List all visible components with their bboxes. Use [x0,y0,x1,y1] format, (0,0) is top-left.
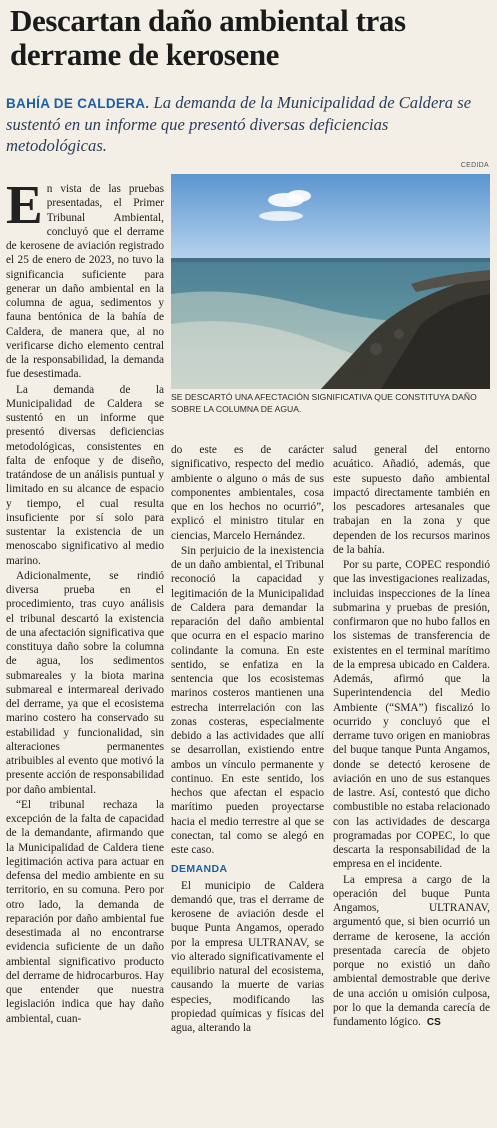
paragraph: El municipio de Caldera demandó que, tras el derrame de kerosene de aviación desde el buque Punta Angamos, operado por la empresa ULTRANAV, se vio alterado significativamente el equilibrio natural del ecosistema, causando la muerte de varias especies, modificando las propiedad químicas y físicas del agua, alterando la [171,879,324,1034]
paragraph: Sin perjuicio de la inexistencia de un daño ambiental, el Tribunal reconoció la capacidad y legitimación de la Municipalidad de Caldera para demandar la reparación del daño ambiental que ocurra en el espacio marino colindante la comuna. En este sentido, se enfatiza en la sentencia que los ecosistemas marinos costeros mantienen una estrecha interrelación con las zonas costeras, especialmente debido a las actividades que allí se desarrollan, existiendo entre ambos un vínculo permanente y continuo. En este sentido, los hechos que afectan el espacio marítimo pueden proyectarse hacia el medio terrestre al que se conectan, tal como se alegó en este caso. [171,544,324,856]
paragraph: “El tribunal rechaza la excepción de la falta de capacidad de la demandante, afirmando que la Municipalidad de Caldera tiene legitimación activa para actuar en defensa del medio ambiente en su territorio, en su comuna. Pero por otro lado, la demanda de reparación por daño ambiental fue desestimada al no encontrarse evidencia suficiente de un daño ambiental significativo producto del derrame de hidrocarburos. Hay que entender que nuestra legislación indica que hay daño ambiental, cuan- [6,798,164,1025]
lead-paragraph [6,92,492,156]
kicker: BAHÍA DE CALDERA. [6,96,150,111]
column-2 [171,443,324,1035]
section-subhead: DEMANDA [171,863,228,876]
paragraph-text: n vista de las pruebas presentadas, el Primer Tribunal Ambiental, concluyó que el derrame de kerosene de aviación registrado el 25 de enero de 2023, no tuvo la significancia suficiente para generar un daño ambiental en la columna de agua, sedimentos y fauna bentónica de la bahía de Caldera, de manera que, al no verificarse dicho elemento central de la responsabilidad, la demanda fue desestimada. [6,183,164,381]
paragraph: salud general del entorno acuático. Añadió, además, que este supuesto daño ambiental impactó directamente también en los pescadores artesanales que trabajan en la zona y que dependen de los recursos marinos de la bahía. [333,444,490,556]
photo-credit: CEDIDA [460,162,489,169]
paragraph-text: La empresa a cargo de la operación del buque Punta Angamos, ULTRANAV, argumentó que, si bien ocurrió un derrame de kerosene, la acción presentada carecía de objeto porque no existió un daño ambiental demostrable que derive de una acción u omisión culposa, por lo que la demanda carecía de fundamento lógico. [333,873,490,1028]
end-mark: CS [426,1017,441,1028]
paragraph: Por su parte, COPEC respondió que las investigaciones realizadas, incluidas inspecciones de la línea submarina y pruebas de presión, confirmaron que no hubo fallos en los sistemas de transferencia de existentes en el terminal marítimo de la empresa ubicado en Caldera. Además, afirmó que la Superintendencia del Medio Ambiente (“SMA”) fiscalizó lo ocurrido y concluyó que el derrame tuvo origen en maniobras del buque tanque Punta Angamos, donde se detectó kerosene de aviación en uno de sus estanques de lastre. Así, contestó que dicho combustible no estaba relacionado con las actividades de descarga programadas por COPEC, lo que descarta la responsabilidad de la empresa en el incidente. [333,559,490,871]
dropcap: E [6,174,43,235]
paragraph [6,174,164,382]
paragraph: La demanda de la Municipalidad de Caldera se sustentó en un informe que presentó diversas deficiencias metodológicas, consistentes en falta de enfoque y de diseño, tratándose de un análisis puntual y limitado en su alcance de espacio y tiempo, el cual resulta insuficiente por sí solo para sustentar la existencia de un menoscabo significativo al medio marino. [6,383,164,567]
lead-text: La demanda de la Municipalidad de Caldera se sustentó en un informe que presentó diversas deficiencias metodológicas. [6,93,472,155]
photo-caption: SE DESCARTÓ UNA AFECTACIÓN SIGNIFICATIVA QUE CONSTITUYA DAÑO SOBRE LA COLUMNA DE AGUA. [171,392,477,414]
coast-photo [171,174,490,389]
paragraph: Adicionalmente, se rindió diversa prueba en el procedimiento, tras cuyo análisis el tribunal descartó la existencia de una afectación significativa que constituya daño sobre la columna de agua, los sedimentos submareales y la biota marina submareal e intermareal derivado del derrame, ya que el ecosistema marino costero ha conservado su estabilidad y funcionalidad, sin alteraciones permanentes atribuibles al evento que motivó la presente acción de responsabilidad por daño ambiental. [6,569,164,796]
paragraph [333,873,490,1031]
paragraph: do este es de carácter significativo, respecto del medio ambiente o alguno o más de sus componentes ambientales, cosa que en los hechos no ocurrió”, explicó el ministro titular en ciencias, Marcelo Hernández. [171,444,324,542]
column-3 [333,443,490,1030]
headline: Descartan daño ambiental tras derrame de kerosene [10,3,406,72]
column-1 [6,174,164,1026]
